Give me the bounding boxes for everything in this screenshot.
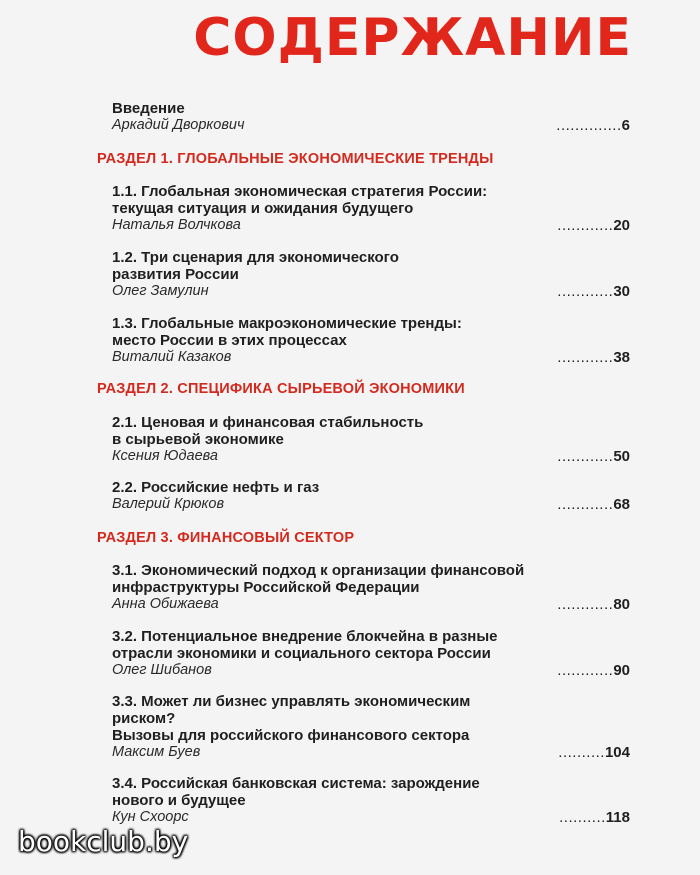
toc-entry-page — [558, 744, 630, 761]
section-heading-1: РАЗДЕЛ 1. ГЛОБАЛЬНЫЕ ЭКОНОМИЧЕСКИЕ ТРЕНДЫ — [97, 151, 494, 167]
page-number: 38 — [613, 349, 630, 366]
toc-entry-author: Максим Буев — [112, 744, 201, 760]
dot-leader: ............ — [557, 496, 614, 513]
toc-entry-author: Наталья Волчкова — [112, 217, 241, 233]
dot-leader: ............ — [557, 596, 614, 613]
toc-entry-title-line: 3.2. Потенциальное внедрение блокчейна в разные — [112, 628, 498, 645]
toc-entry-author: Анна Обижаева — [112, 596, 219, 612]
toc-entry-title-line: отрасли экономики и социального сектора России — [112, 645, 491, 662]
page-number: 118 — [605, 809, 630, 826]
section-heading-3: РАЗДЕЛ 3. ФИНАНСОВЫЙ СЕКТОР — [97, 530, 355, 546]
toc-entry-author: Олег Шибанов — [112, 662, 212, 678]
toc-entry-title-line: текущая ситуация и ожидания будущего — [112, 200, 414, 217]
dot-leader: .......... — [558, 744, 605, 761]
toc-entry-1-3[interactable] — [112, 315, 630, 366]
toc-entry-title-line: 3.3. Может ли бизнес управлять экономическим — [112, 693, 471, 710]
toc-entry-page — [557, 596, 630, 613]
section-heading-2: РАЗДЕЛ 2. СПЕЦИФИКА СЫРЬЕВОЙ ЭКОНОМИКИ — [97, 381, 465, 397]
toc-entry-author: Олег Замулин — [112, 283, 209, 299]
toc-entry-2-2[interactable] — [112, 479, 630, 513]
page-number: 30 — [613, 283, 630, 300]
dot-leader: ............ — [557, 283, 614, 300]
toc-entry-page — [557, 496, 630, 513]
toc-entry-title-line: 1.1. Глобальная экономическая стратегия России: — [112, 183, 488, 200]
dot-leader: ............ — [557, 217, 614, 234]
toc-entry-intro[interactable] — [112, 100, 630, 134]
watermark: bookclub.by — [18, 825, 189, 858]
toc-entry-title-line: инфраструктуры Российской Федерации — [112, 579, 420, 596]
toc-entry-title-line: 3.4. Российская банковская система: зарождение — [112, 775, 480, 792]
dot-leader: .............. — [556, 117, 622, 134]
toc-entry-page — [559, 809, 630, 826]
page-number: 20 — [613, 217, 630, 234]
toc-entry-1-2[interactable] — [112, 249, 630, 300]
toc-entry-title-line: Вызовы для российского финансового сектора — [112, 727, 470, 744]
toc-entry-author: Ксения Юдаева — [112, 448, 218, 464]
page-number: 6 — [621, 117, 630, 134]
page-title: СОДЕРЖАНИЕ — [193, 8, 632, 68]
page-number: 90 — [613, 662, 630, 679]
toc-entry-title-line: место России в этих процессах — [112, 332, 347, 349]
toc-entry-title-line: развития России — [112, 266, 239, 283]
toc-entry-2-1[interactable] — [112, 414, 630, 465]
toc-entry-page — [557, 217, 630, 234]
dot-leader: .......... — [559, 809, 606, 826]
toc-entry-author: Виталий Казаков — [112, 349, 232, 365]
toc-entry-title-line: риском? — [112, 710, 176, 727]
toc-entry-title-line: нового и будущее — [112, 792, 246, 809]
toc-entry-title-line: в сырьевой экономике — [112, 431, 284, 448]
page-number: 104 — [604, 744, 630, 761]
toc-entry-page — [556, 117, 630, 134]
toc-entry-page — [557, 349, 630, 366]
dot-leader: ............ — [557, 662, 614, 679]
toc-entry-page — [557, 283, 630, 300]
toc-entry-title: Введение — [112, 100, 185, 117]
toc-entry-title-line: 1.3. Глобальные макроэкономические тренды: — [112, 315, 462, 332]
page-number: 50 — [613, 448, 630, 465]
toc-entry-3-2[interactable] — [112, 628, 630, 679]
dot-leader: ............ — [557, 349, 614, 366]
page-number: 68 — [613, 496, 630, 513]
toc-entry-title-line: 1.2. Три сценария для экономического — [112, 249, 399, 266]
toc-entry-1-1[interactable] — [112, 183, 630, 234]
toc-entry-title-line: 2.2. Российские нефть и газ — [112, 479, 320, 496]
toc-entry-3-3[interactable] — [112, 693, 630, 761]
toc-entry-title-line: 3.1. Экономический подход к организации финансовой — [112, 562, 525, 579]
page-number: 80 — [613, 596, 630, 613]
toc-entry-author: Кун Схоорс — [112, 809, 189, 825]
toc-entry-3-1[interactable] — [112, 562, 630, 613]
toc-entry-page — [557, 662, 630, 679]
dot-leader: ............ — [557, 448, 614, 465]
toc-entry-page — [557, 448, 630, 465]
toc-entry-author: Валерий Крюков — [112, 496, 225, 512]
toc-entry-3-4[interactable] — [112, 775, 630, 826]
toc-entry-title-line: 2.1. Ценовая и финансовая стабильность — [112, 414, 424, 431]
toc-entry-author: Аркадий Дворкович — [112, 117, 245, 133]
